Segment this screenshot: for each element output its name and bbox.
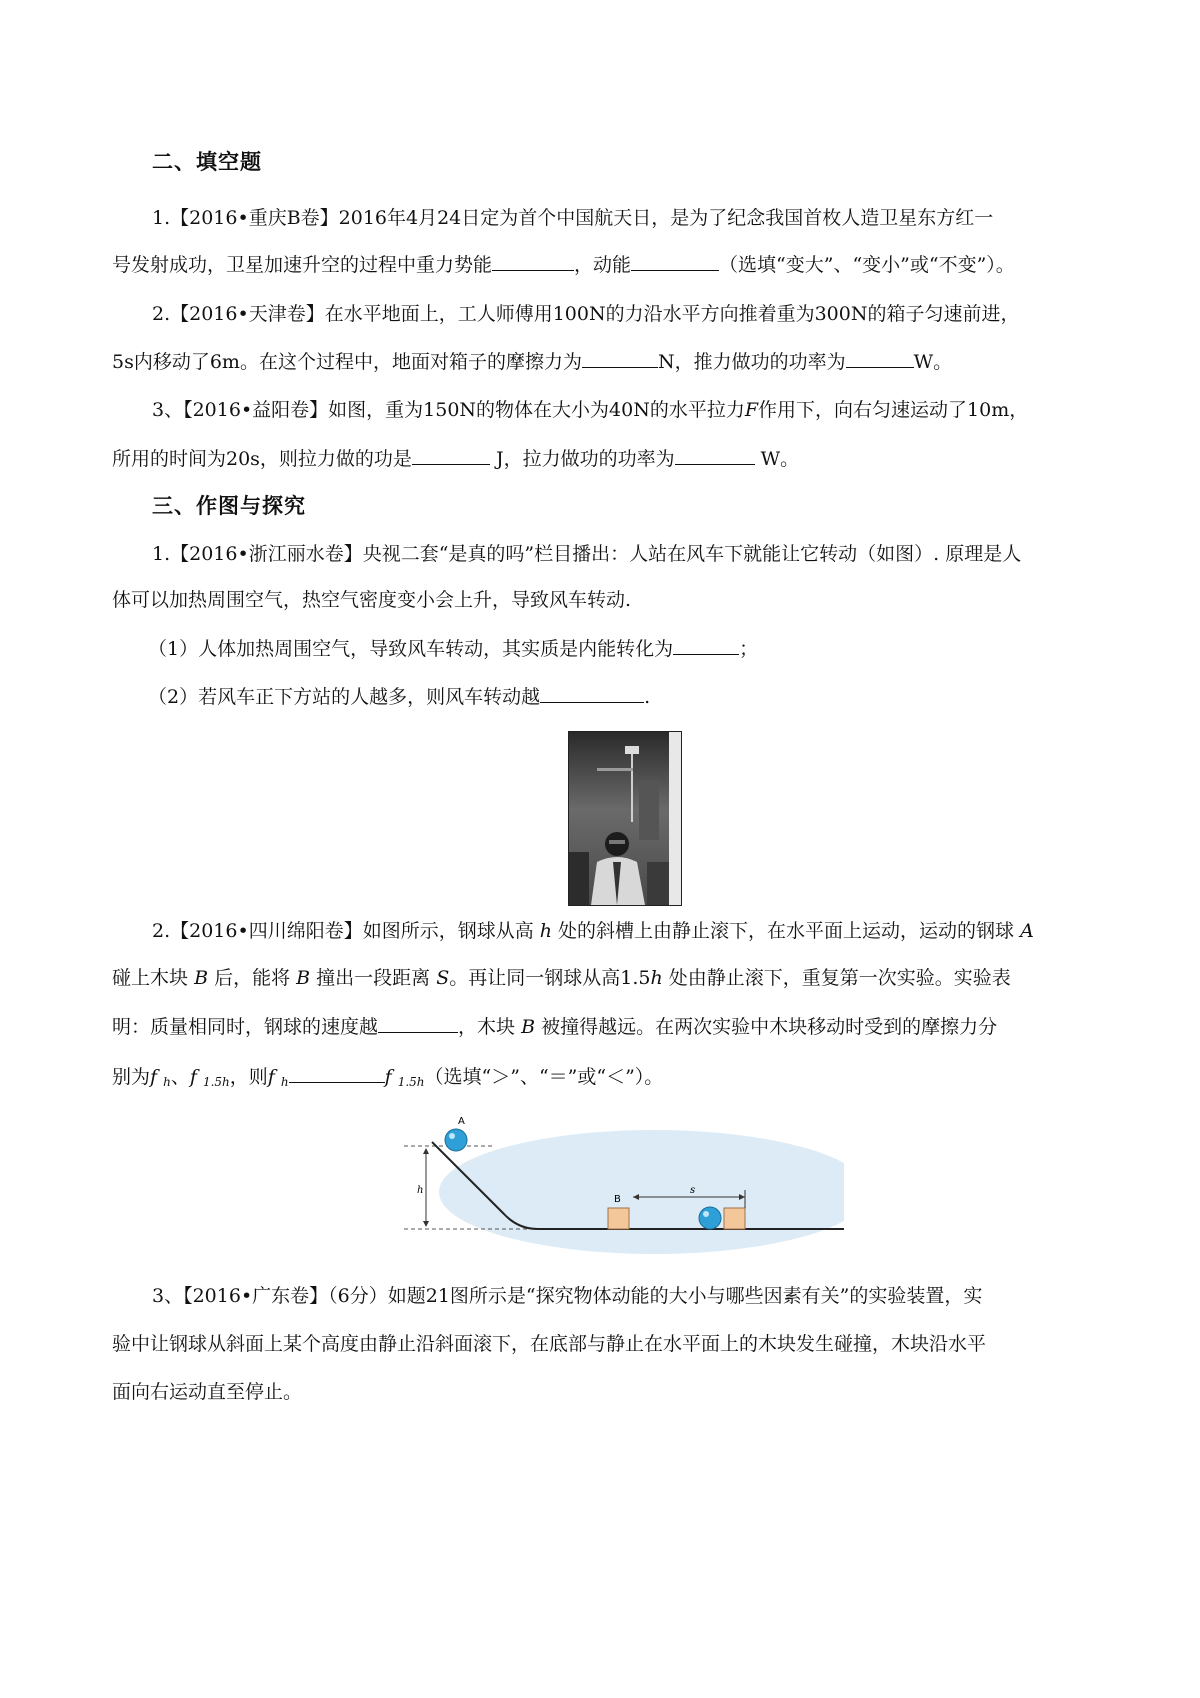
answer-blank[interactable] <box>378 1012 458 1033</box>
ramp-experiment-diagram <box>404 1112 844 1254</box>
windmill-photo <box>568 731 682 906</box>
answer-blank[interactable] <box>673 634 739 655</box>
question-3-3-line-3: 面向右运动直至停止。 <box>112 1381 303 1403</box>
question-3-3-line-1: 3、【2016•广东卷】（6分）如题21图所示是“探究物体动能的大小与哪些因素有关”的实验装置，实 <box>152 1285 983 1307</box>
question-3-2-line-2: 碰上木块 B 后，能将 B 撞出一段距离 S。再让同一钢球从高1.5h 处由静止滚下，重复第一次实验。实验表 <box>112 967 1011 989</box>
diagram-background <box>439 1130 844 1254</box>
question-3-2-line-3: 明：质量相同时，钢球的速度越 ，木块 B 被撞得越远。在两次实验中木块移动时受到的摩擦力分 <box>112 1012 997 1041</box>
question-3-2-line-1: 2.【2016•四川绵阳卷】如图所示，钢球从高 h 处的斜槽上由静止滚下，在水平面上运动，运动的钢球 A <box>152 920 1034 942</box>
question-2-1-line-1: 1.【2016•重庆B卷】2016年4月24日定为首个中国航天日，是为了纪念我国首枚人造卫星东方红一 <box>152 207 994 229</box>
answer-blank[interactable] <box>289 1062 385 1083</box>
ball-a-bottom <box>699 1207 721 1229</box>
question-2-2-line-1: 2.【2016•天津卷】在水平地面上，工人师傅用100N的力沿水平方向推着重为300N的箱子匀速前进， <box>152 303 1020 325</box>
question-2-1-line-2: 号发射成功，卫星加速升空的过程中重力势能 ，动能 （选填“变大”、“变小”或“不变”）。 <box>112 250 1015 279</box>
height-arrow-top-head <box>423 1148 429 1154</box>
label-B: B <box>614 1194 621 1205</box>
section-heading-drawing-inquiry: 三、作图与探究 <box>152 494 306 518</box>
question-3-1-line-1: 1.【2016•浙江丽水卷】央视二套“是真的吗”栏目播出：人站在风车下就能让它转动（如图）. 原理是人 <box>152 543 1022 565</box>
ball-a-top <box>445 1129 467 1151</box>
answer-blank[interactable] <box>675 444 755 465</box>
ball-a-top-highlight <box>449 1133 455 1139</box>
question-3-3-line-2: 验中让钢球从斜面上某个高度由静止沿斜面滚下，在底部与静止在水平面上的木块发生碰撞，木块沿水平 <box>112 1333 987 1355</box>
question-2-3-line-1: 3、【2016•益阳卷】如图，重为150N的物体在大小为40N的水平拉力F作用下，向右匀速运动了10m， <box>152 399 1029 421</box>
answer-blank[interactable] <box>582 347 658 368</box>
block-final-position <box>724 1208 745 1229</box>
answer-blank[interactable] <box>631 250 719 271</box>
height-arrow-bottom-head <box>423 1221 429 1227</box>
question-2-3-line-2: 所用的时间为20s，则拉力做的功是 J，拉力做功的功率为 W。 <box>112 444 799 473</box>
answer-blank[interactable] <box>492 250 574 271</box>
label-A: A <box>458 1116 465 1127</box>
section-heading-fill-in: 二、填空题 <box>152 150 262 174</box>
question-3-1-part-1: （1）人体加热周围空气，导致风车转动，其实质是内能转化为 ； <box>148 634 758 663</box>
block-b <box>608 1208 629 1229</box>
answer-blank[interactable] <box>412 444 490 465</box>
label-h: h <box>417 1185 424 1196</box>
label-s: s <box>690 1185 696 1196</box>
answer-blank[interactable] <box>540 682 644 703</box>
question-3-1-line-2: 体可以加热周围空气，热空气密度变小会上升，导致风车转动. <box>112 589 632 611</box>
question-2-2-line-2: 5s内移动了6m。在这个过程中，地面对箱子的摩擦力为 N，推力做功的功率为 W。 <box>112 347 952 376</box>
ball-a-bottom-highlight <box>703 1211 709 1217</box>
question-3-2-line-4: 别为f $_h$、f $_{1.5h}$，则f $_h$ f $_{1.5h}$（选填“＞”、“＝”或“＜”）。 <box>112 1062 663 1096</box>
answer-blank[interactable] <box>846 347 914 368</box>
question-3-1-part-2: （2）若风车正下方站的人越多，则风车转动越 . <box>148 682 650 711</box>
